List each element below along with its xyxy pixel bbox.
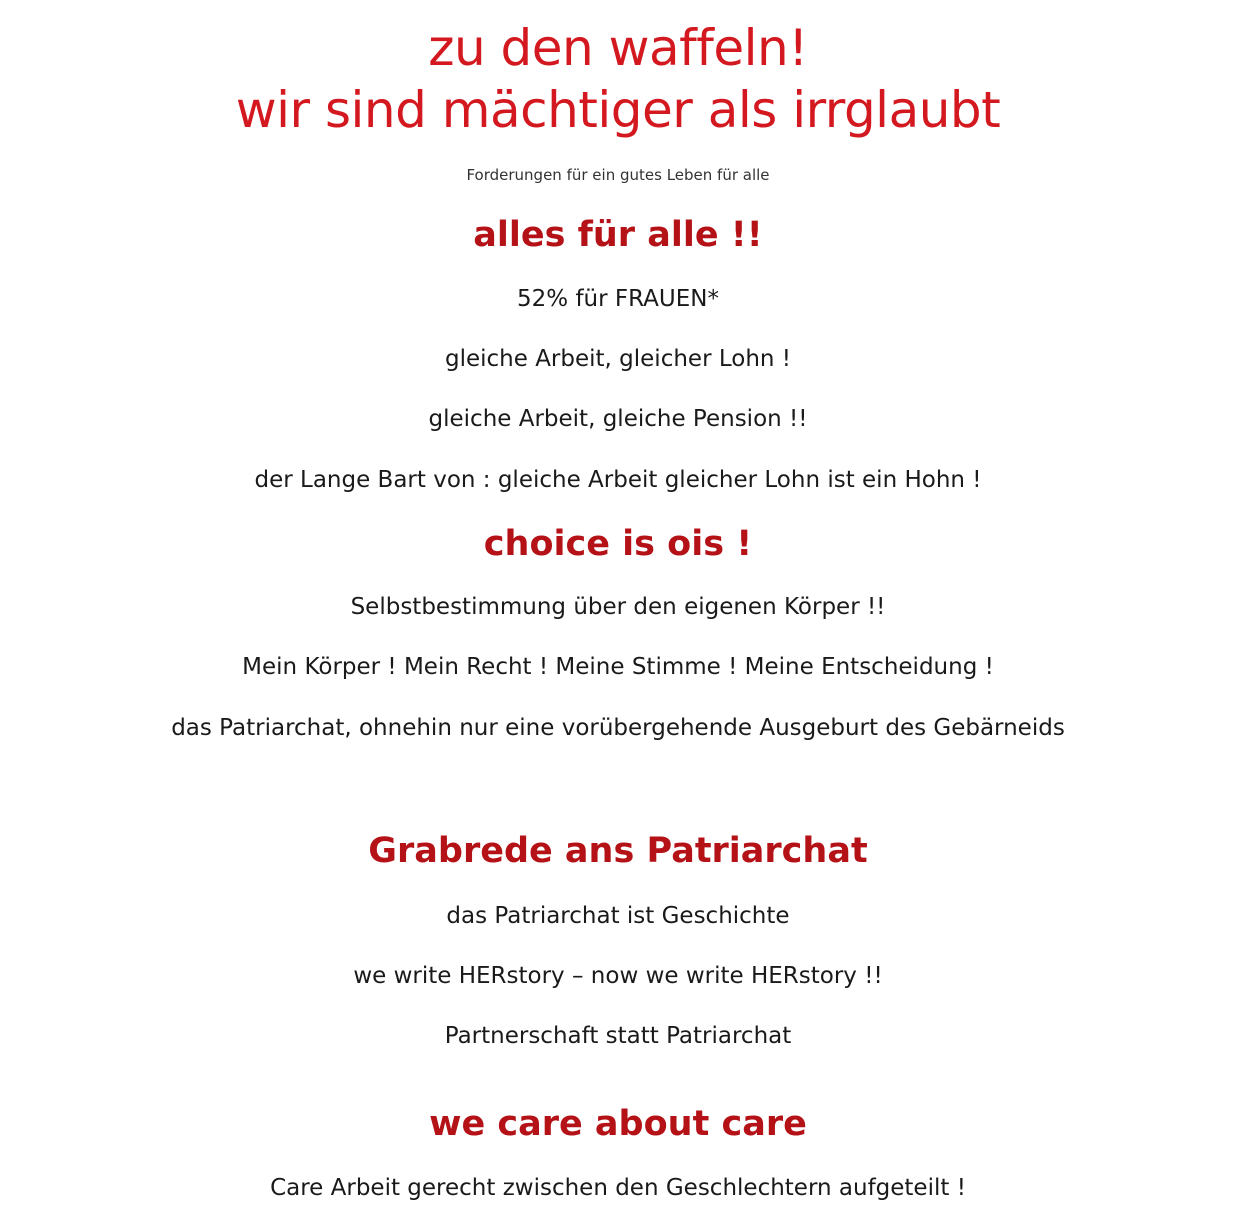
section-line: das Patriarchat ist Geschichte [446, 903, 790, 929]
section-line: das Patriarchat, ohnehin nur eine vorübergehende Ausgeburt des Gebärneids [171, 715, 1065, 741]
section-line: we write HERstory – now we write HERstory !! [353, 963, 883, 989]
section-line: Selbstbestimmung über den eigenen Körper !! [350, 594, 886, 620]
hero-title-line-2: wir sind mächtiger als irrglaubt [235, 81, 1001, 139]
section-line: 52% für FRAUEN* [517, 286, 719, 312]
section-line: gleiche Arbeit, gleiche Pension !! [428, 406, 808, 432]
section-heading-grabrede-ans-patriarchat: Grabrede ans Patriarchat [368, 831, 868, 871]
section-heading-alles-fuer-alle: alles für alle !! [473, 215, 763, 255]
subtitle: Forderungen für ein gutes Leben für alle [466, 166, 770, 184]
section-line: gleiche Arbeit, gleicher Lohn ! [444, 346, 792, 372]
section-line: der Lange Bart von : gleiche Arbeit gleicher Lohn ist ein Hohn ! [254, 467, 982, 493]
section-line: Partnerschaft statt Patriarchat [444, 1023, 792, 1049]
section-line: Care Arbeit gerecht zwischen den Geschlechtern aufgeteilt ! [270, 1175, 966, 1201]
section-heading-we-care-about-care: we care about care [429, 1104, 807, 1144]
section-heading-choice-is-ois: choice is ois ! [483, 524, 753, 564]
hero-title-line-1: zu den waffeln! [428, 19, 808, 77]
section-line: Mein Körper ! Mein Recht ! Meine Stimme ! Meine Entscheidung ! [242, 654, 994, 680]
